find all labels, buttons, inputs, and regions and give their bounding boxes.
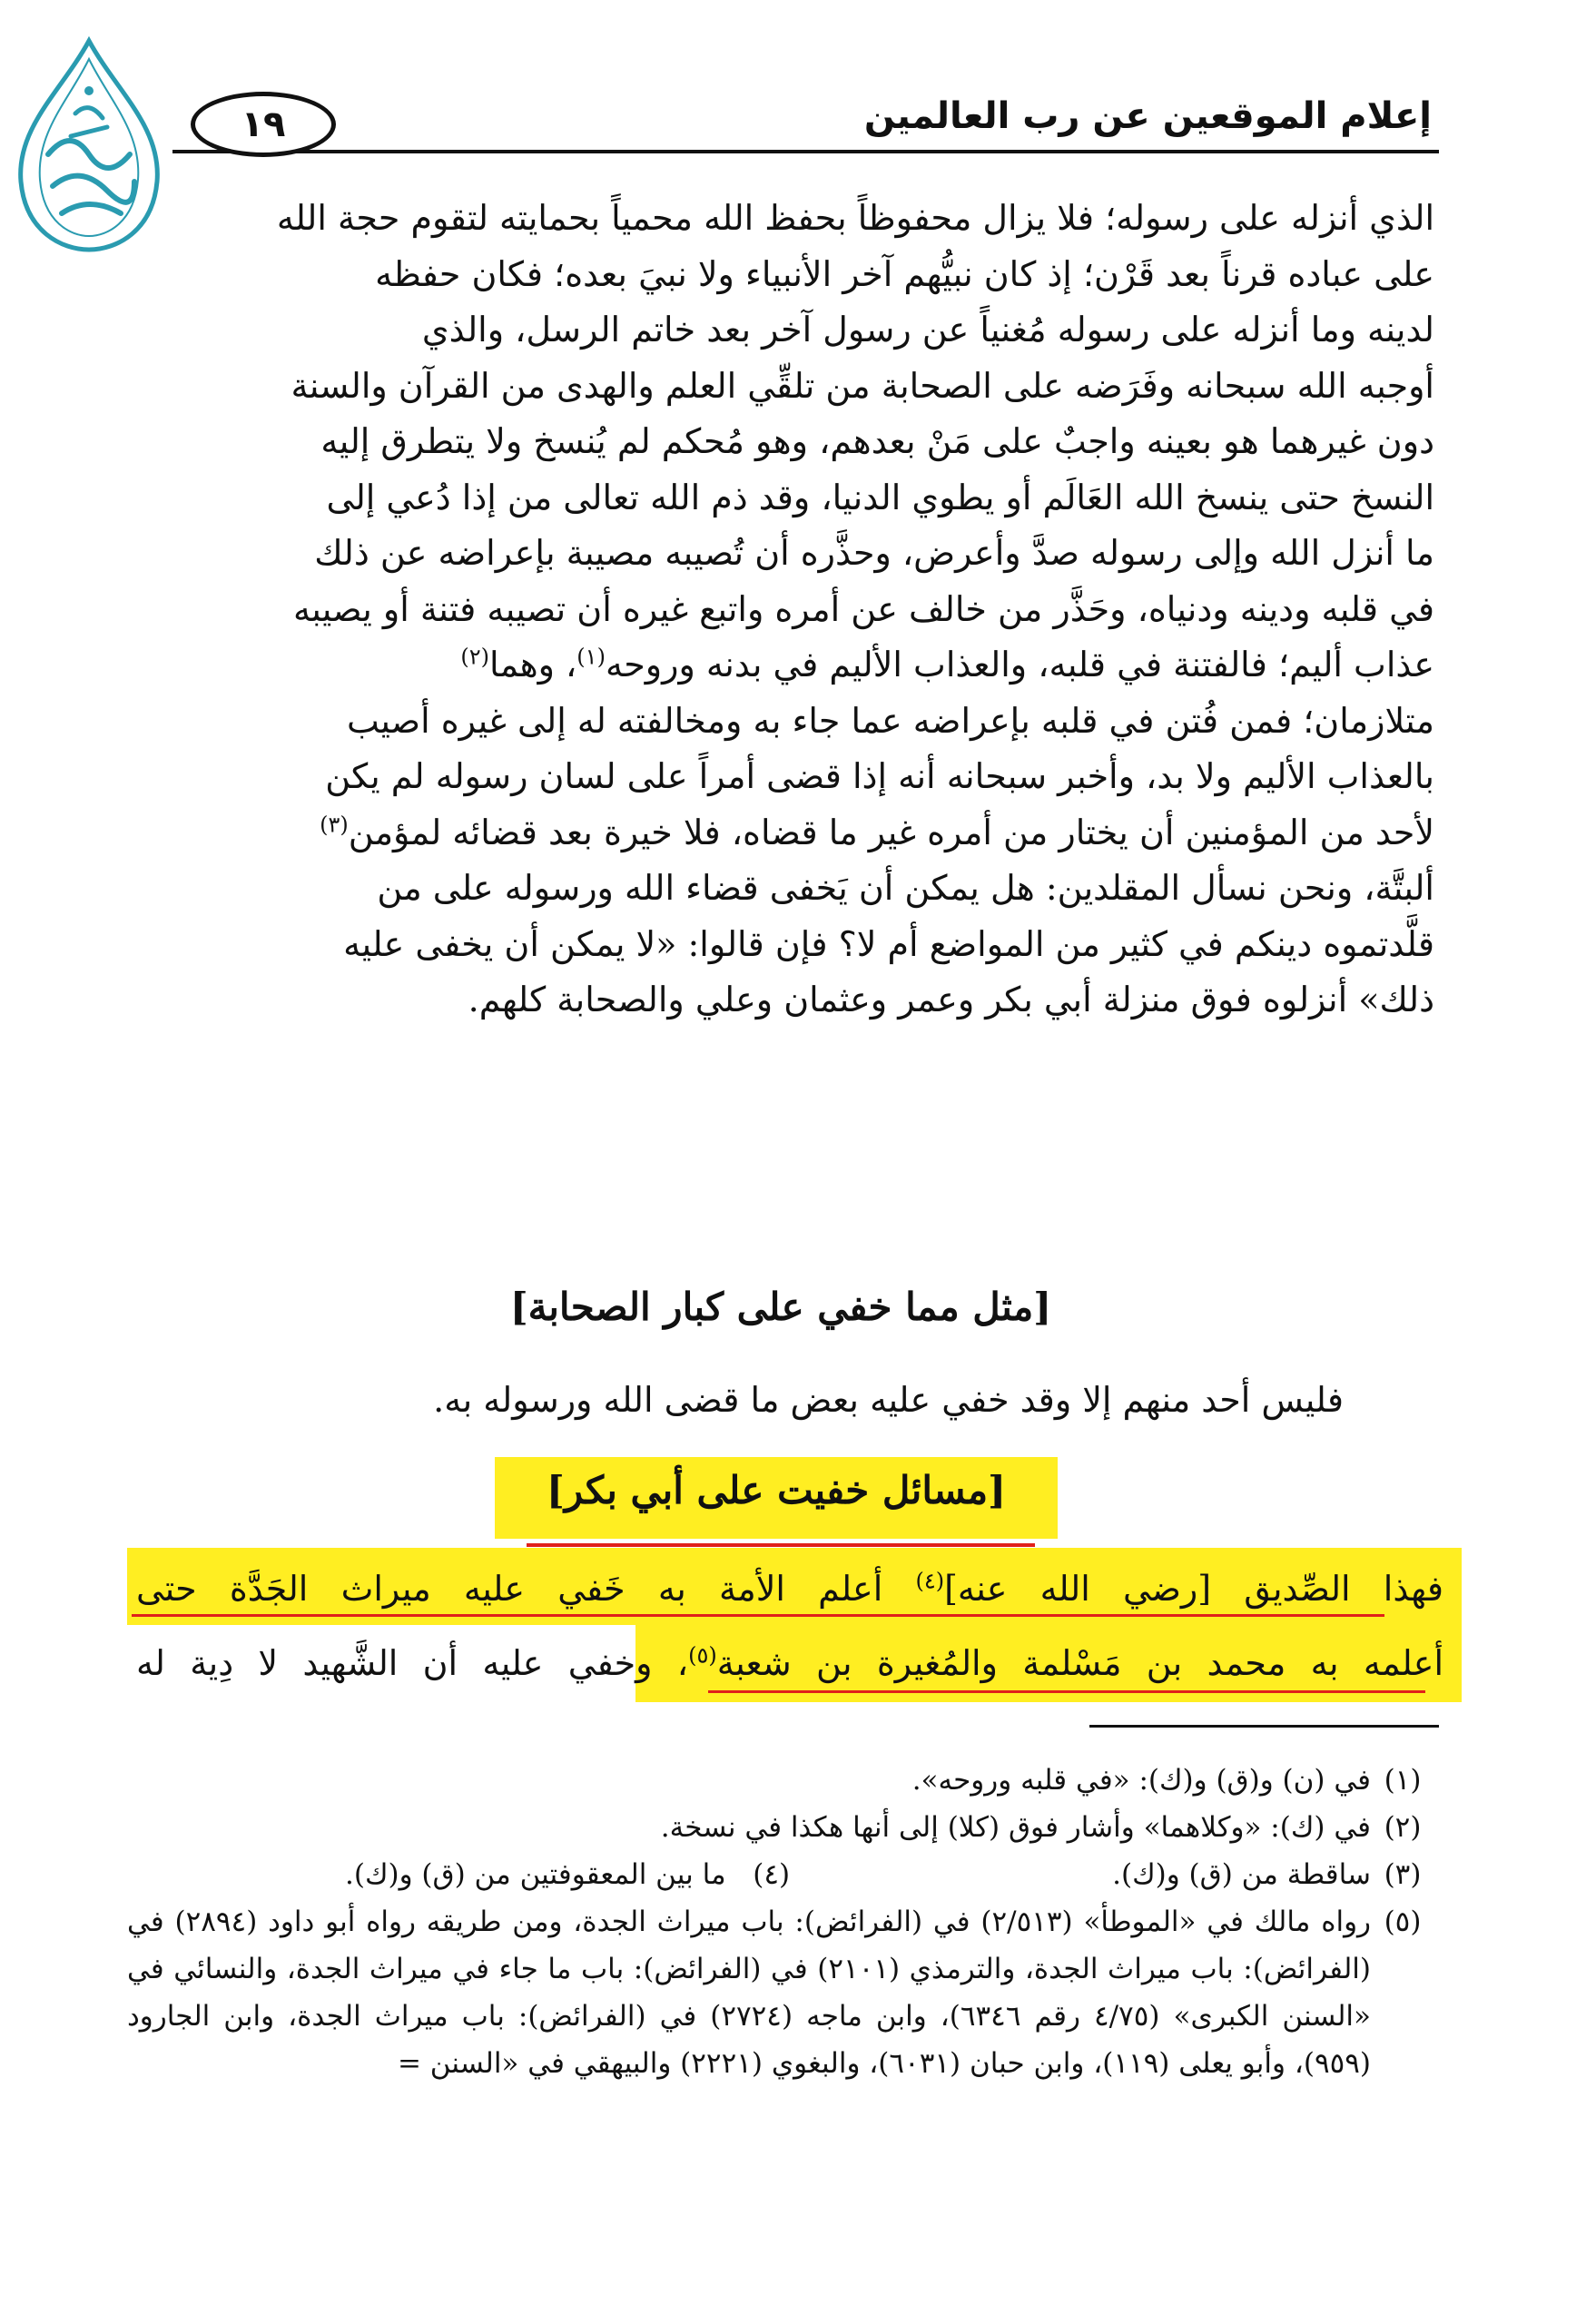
red-underline [708,1690,1425,1693]
text-line-part: لأحد من المؤمنين أن يختار من أمره غير ما قضاه، فلا خيرة بعد قضائه لمؤمن [348,812,1434,852]
text-line-part: أعلم الأمة به خَفي عليه ميراث الجَدَّة حتى [136,1569,916,1609]
footnote-inline-pair [127,1851,790,1898]
footnote-text: ساقطة من (ق) و(ك). [1112,1858,1371,1891]
text-line: الذي أنزله على رسوله؛ فلا يزال محفوظاً بحفظ الله محمياً بحمايته لتقوم حجة الله [276,198,1434,238]
footnote-number: (٤) [753,1858,791,1891]
footnote-marker: (٣) [320,811,349,837]
highlighted-text-line [136,1643,1443,1683]
footnote-number: (٢) [1384,1811,1422,1844]
footnote-marker: (١) [576,644,606,670]
page-header [172,86,1439,153]
text-line-part: أعلمه به محمد بن مَسْلمة والمُغيرة بن شعبة [716,1643,1443,1683]
footnotes [127,1757,1434,2087]
text-line: على عباده قرناً بعد قَرْن؛ إذ كان نبيُّهم آخر الأنبياء ولا نبيَ بعده؛ فكان حفظه [375,253,1434,294]
section-heading: [مثل مما خفي على كبار الصحابة] [509,1285,1052,1329]
red-underline [132,1614,1384,1617]
text-line-part: عذاب أليم؛ فالفتنة في قلبه، والعذاب الأليم في بدنه وروحه [605,645,1434,684]
text-line: متلازمان؛ فمن فُتن في قلبه بإعراضه عما جاء به ومخالفته له إلى غيره أصيب [347,700,1434,741]
footnote [127,1851,1434,1898]
footnote-pair [127,1851,1371,1898]
page-number-badge [191,92,336,157]
footnote [127,1804,1434,1851]
section-heading-highlighted: [مسائل خفيت على أبي بكر] [546,1468,1006,1512]
footnote-marker: (٥) [688,1642,717,1669]
section-text: فليس أحد منهم إلا وقد خفي عليه بعض ما قضى الله ورسوله به. [433,1380,1344,1420]
text-line: ما أنزل الله وإلى رسوله صدَّ وأعرض، وحذَّره أن تُصيبه مصيبة بإعراضه عن ذلك [314,533,1434,573]
text-line: ألبتَّة، ونحن نسأل المقلدين: هل يمكن أن يَخفى قضاء الله ورسوله على من [377,868,1434,908]
text-line [127,805,1434,862]
text-line: دون غيرهما هو بعينه واجبٌ على مَنْ بعدهم، وهو مُحكم لم يُنسخ ولا يتطرق إليه [320,421,1434,461]
text-line: لدينه وما أنزله على رسوله مُغنياً عن رسول آخر بعد خاتم الرسل، والذي [421,310,1434,350]
text-line: أوجبه الله سبحانه وفَرَضه على الصحابة من تلقِّي العلم والهدى من القرآن والسنة [291,365,1434,406]
footnote-text: رواه مالك في «الموطأ» (٢/٥١٣) في (الفرائض): باب ميراث الجدة، ومن طريقه رواه أبو داود (٢٨٩٤) في (الفرائض): باب ميراث الجدة، والترمذي (٢١٠١) في (الفرائض): باب ما جاء في ميراث الجدة، والنسائي في «السنن الكبرى» (٤/٧٥ رقم ٦٣٤٦)، وابن ماجه (٢٧٢٤) في (الفرائض): باب ميراث الجدة، وابن الجارود (٩٥٩)، وأبو يعلى (١١٩)، وابن حبان (٦٠٣١)، والبغوي (٢٢٢١) والبيهقي في «السنن = [127,1905,1372,2080]
text-line: بالعذاب الأليم ولا بد، وأخبر سبحانه أنه إذا قضى أمراً على لسان رسوله لم يكن [325,756,1434,796]
text-line: قلَّدتموه دينكم في كثير من المواضع أم لا؟ فإن قالوا: «لا يمكن أن يخفى عليه [343,923,1434,964]
book-title: إعلام الموقعين عن رب العالمين [863,95,1432,137]
footnote [127,1898,1434,2087]
text-line: النسخ حتى ينسخ الله العَالَم أو يطوي الدنيا، وقد ذم الله تعالى من إذا دُعي إلى [326,477,1434,517]
text-line-part: ، وهما [489,645,577,684]
text-line-part: ، وخفي عليه أن الشَّهيد لا دِية له [136,1643,689,1683]
footnote-text: ما بين المعقوفتين من (ق) و(ك). [345,1858,726,1891]
text-line: في قلبه ودينه ودنياه، وحَذَّر من خالف عن أمره واتبع غيره أن تصيبه فتنة أو يصيبه [292,588,1434,629]
red-underline [527,1543,1035,1547]
footnote-marker: (٤) [915,1568,945,1594]
footnote-text: في (ن) و(ق) و(ك): «في قلبه وروحه». [911,1764,1371,1797]
footnote-text: في (ك): «وكلاهما» وأشار فوق (كلا) إلى أنها هكذا في نسخة. [660,1811,1371,1844]
highlighted-text-line [136,1569,1443,1609]
footnote-number: (٣) [1384,1858,1422,1891]
text-line: ذلك» أنزلوه فوق منزلة أبي بكر وعمر وعثمان وعلي والصحابة كلهم. [468,980,1434,1019]
footnote [127,1757,1434,1804]
text-line-part: فهذا الصِّديق [رضي الله عنه] [944,1569,1443,1609]
footnote-number: (١) [1384,1764,1422,1797]
footnote-separator [1089,1725,1439,1728]
page-number: ١٩ [241,103,286,145]
footnote-marker: (٢) [460,644,490,670]
main-text [127,191,1434,1029]
text-line [127,637,1434,694]
footnote-number: (٥) [1384,1905,1422,1938]
